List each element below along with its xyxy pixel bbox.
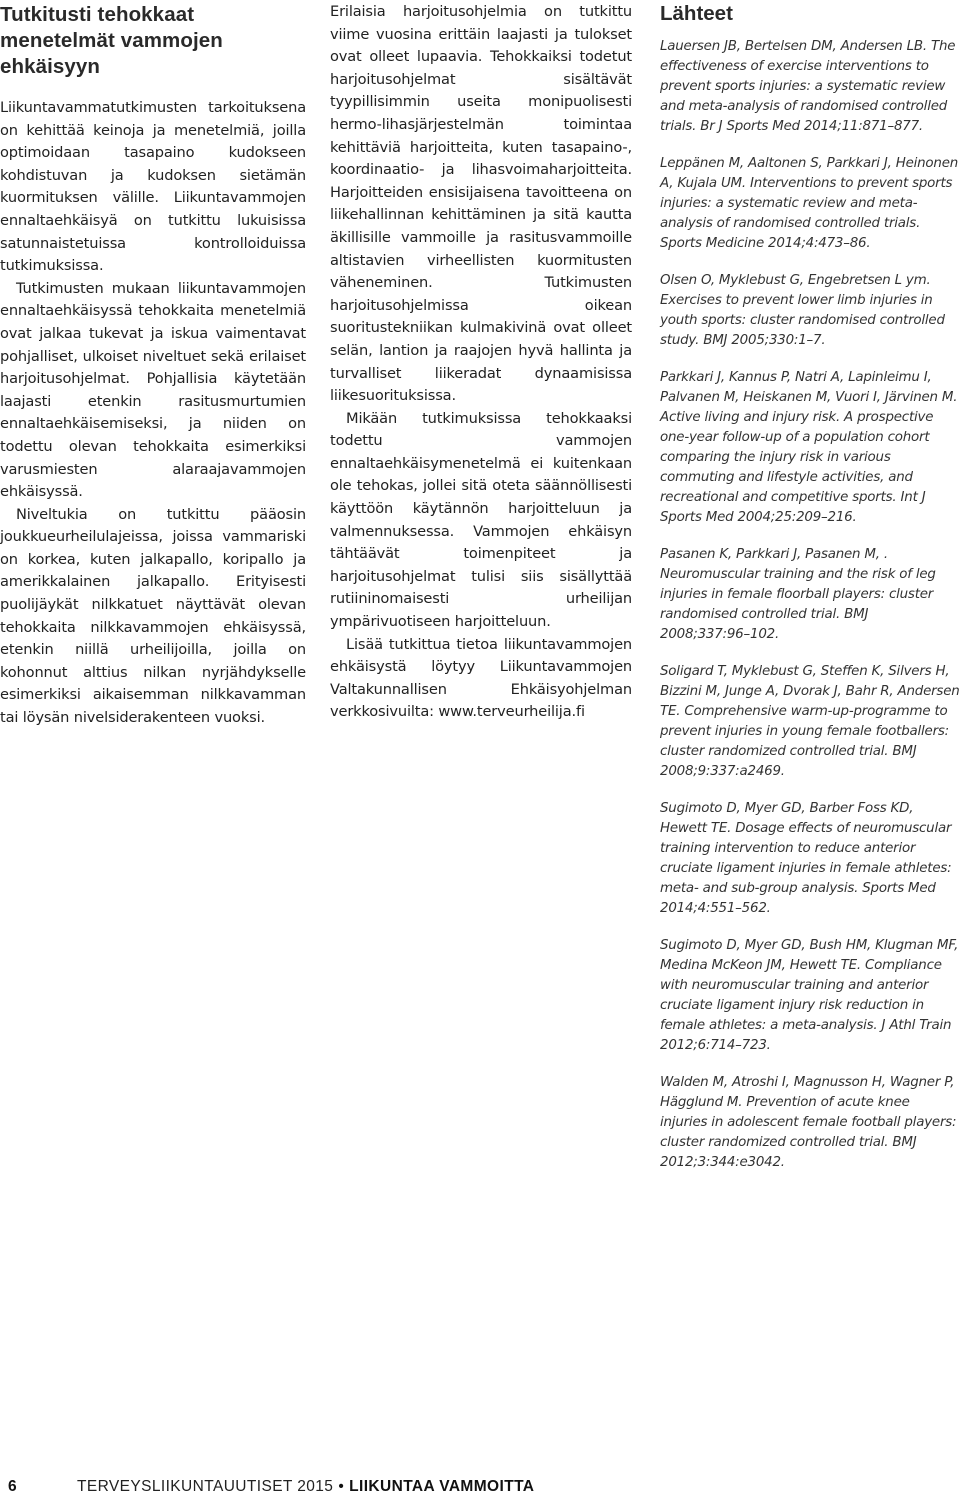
article-column-2 bbox=[330, 0, 632, 724]
reference-item: Sugimoto D, Myer GD, Bush HM, Klugman MF, Medina McKeon JM, Hewett TE. Compliance with neuromuscular training and anterior cruciate ligament injury risk reduction in female athletes: a meta-analysis. J Athl Train 2012;6:714–723. bbox=[660, 938, 959, 1053]
article-column-1 bbox=[0, 0, 306, 730]
page-footer bbox=[0, 1478, 960, 1499]
page-number: 6 bbox=[8, 1478, 17, 1495]
reference-item: Pasanen K, Parkkari J, Pasanen M, . Neuromuscular training and the risk of leg injuries in female floorball players: cluster randomised controlled trial. BMJ 2008;337:96–102. bbox=[660, 547, 936, 642]
article-paragraph-1: Liikuntavammatutkimusten tarkoituksena on kehittää keinoja ja menetelmiä, joilla optimoidaan tasapaino kudokseen kohdistuvan ja kudoksen sietämän kuormituksen välille. Liikuntavammojen ennaltaehkäisyä on tutkittu lukuisissa satunnaistetuissa kontrolloiduissa tutkimuksissa. bbox=[0, 99, 306, 275]
reference-item: Leppänen M, Aaltonen S, Parkkari J, Heinonen A, Kujala UM. Interventions to prevent sports injuries: a systematic review and meta-analysis of randomised controlled trials. Sports Medicine 2014;4:473–86. bbox=[660, 156, 959, 251]
references-title: Lähteet bbox=[660, 2, 733, 25]
reference-item: Olsen O, Myklebust G, Engebretsen L ym. Exercises to prevent lower limb injuries in youth sports: cluster randomised controlled study. BMJ 2005;330:1–7. bbox=[660, 273, 945, 348]
reference-item: Sugimoto D, Myer GD, Barber Foss KD, Hewett TE. Dosage effects of neuromuscular training intervention to reduce anterior cruciate ligament injuries in female athletes: meta- and sub-group analysis. Sports Med 2014;4:551–562. bbox=[660, 801, 952, 916]
article-paragraph-6: Lisää tutkittua tietoa liikuntavammojen ehkäisystä löytyy Liikuntavammojen Valtakunnallisen Ehkäisyohjelman verkkosivuilta: www.terveurheilija.fi bbox=[330, 635, 632, 721]
reference-list bbox=[660, 37, 960, 1173]
article-paragraph-2: Tutkimusten mukaan liikuntavammojen ennaltaehkäisyssä tehokkaita menetelmiä ovat jalkaa tukevat ja iskua vaimentavat pohjalliset, ulkoiset niveltuet sekä erilaiset harjoitusohjelmat. Pohjallisia käytetään laajasti etenkin rasitusmurtumien ennaltaehkäisemiseksi, ja niiden on todettu olevan tehokkaita esimerkiksi varusmiesten alaraajavammojen ehkäisyssä. bbox=[0, 279, 306, 501]
article-paragraph-4: Erilaisia harjoitusohjelmia on tutkittu viime vuosina erittäin laajasti ja tulokset ovat olleet lupaavia. Tehokkaiksi todetut harjoitusohjelmat sisältävät tyypillisimmin useita monipuolisesti hermo-lihasjärjestelmän toimintaa kehittäviä harjoitteita, kuten tasapaino-, koordinaatio- ja lihasvoimaharjoitteita. Harjoitteiden ensisijaisena tavoitteena on liikehallinnan kehittäminen ja sitä kautta äkillisille vammoille ja rasitusvammoille altistavien virheellisten kuormitusten vähenеminen. Tutkimusten harjoitusohjelmissa oikean suoritustekniikan kulmakivinä ovat olleet selän, lantion ja raajojen hyvä hallinta ja turvalliset liikeradat dynaamisissa liikesuorituksissa. bbox=[330, 3, 632, 405]
article-title: Tutkitusti tehokkaat menetelmät vammojen ehkäisyyn bbox=[0, 3, 223, 78]
section-name: LIIKUNTAA VAMMOITTA bbox=[349, 1478, 535, 1495]
publication-name: TERVEYSLIIKUNTAUUTISET 2015 bbox=[77, 1478, 334, 1495]
references-column bbox=[660, 0, 960, 1190]
reference-item: Soligard T, Myklebust G, Steffen K, Silvers H, Bizzini M, Junge A, Dvorak J, Bahr R, Andersen TE. Comprehensive warm-up-programme to prevent injuries in young female footballers: cluster randomized controlled trial. BMJ 2008;9:337:a2469. bbox=[660, 664, 960, 779]
reference-item: Walden M, Atroshi I, Magnusson H, Wagner P, Hägglund M. Prevention of acute knee injuries in adolescent female football players: cluster randomized controlled trial. BMJ 2012;3:344:e3042. bbox=[660, 1075, 957, 1170]
article-paragraph-3: Niveltukia on tutkittu pääosin joukkueurheilulajeissa, joissa vammariski on korkea, kuten jalkapallo, koripallo ja amerikkalainen jalkapallo. Erityisesti puolijäykät nilkkatuet näyttävät olevan tehokkaita nilkkavammojen ehkäisyssä, etenkin niillä urheilijoilla, joilla on kohonnut alttius nilkan nyrjähdykselle esimerkiksi aikaisemman nilkkavamman tai löysän nivelsiderakenteen vuoksi. bbox=[0, 505, 306, 727]
running-footer bbox=[77, 1478, 534, 1496]
bullet-separator: • bbox=[338, 1478, 345, 1495]
reference-item: Parkkari J, Kannus P, Natri A, Lapinleimu I, Palvanen M, Heiskanen M, Vuori I, Järvinen M. Active living and injury risk. A prospective one-year follow-up of a population cohort comparing the injury risk in various commuting and lifestyle activities, and recreational and competitive sports. Int J Sports Med 2004;25:209–216. bbox=[660, 370, 958, 525]
article-paragraph-5: Mikään tutkimuksissa tehokkaaksi todettu vammojen ennaltaehkäisymenetelmä ei kuitenkaan ole tehokas, jollei sitä oteta säännöllisesti käyttöön käytännön harjoitteluun ja valmennuksessa. Vammojen ehkäisyn tähtäävät toimenpiteet ja harjoitusohjelmat tulisi siis sisällyttää rutiininomaisesti urheilijan ympärivuotiseen harjoitteluun. bbox=[330, 409, 632, 631]
reference-item: Lauersen JB, Bertelsen DM, Andersen LB. The effectiveness of exercise interventions to prevent sports injuries: a systematic review and meta-analysis of randomised controlled trials. Br J Sports Med 2014;11:871–877. bbox=[660, 39, 956, 134]
